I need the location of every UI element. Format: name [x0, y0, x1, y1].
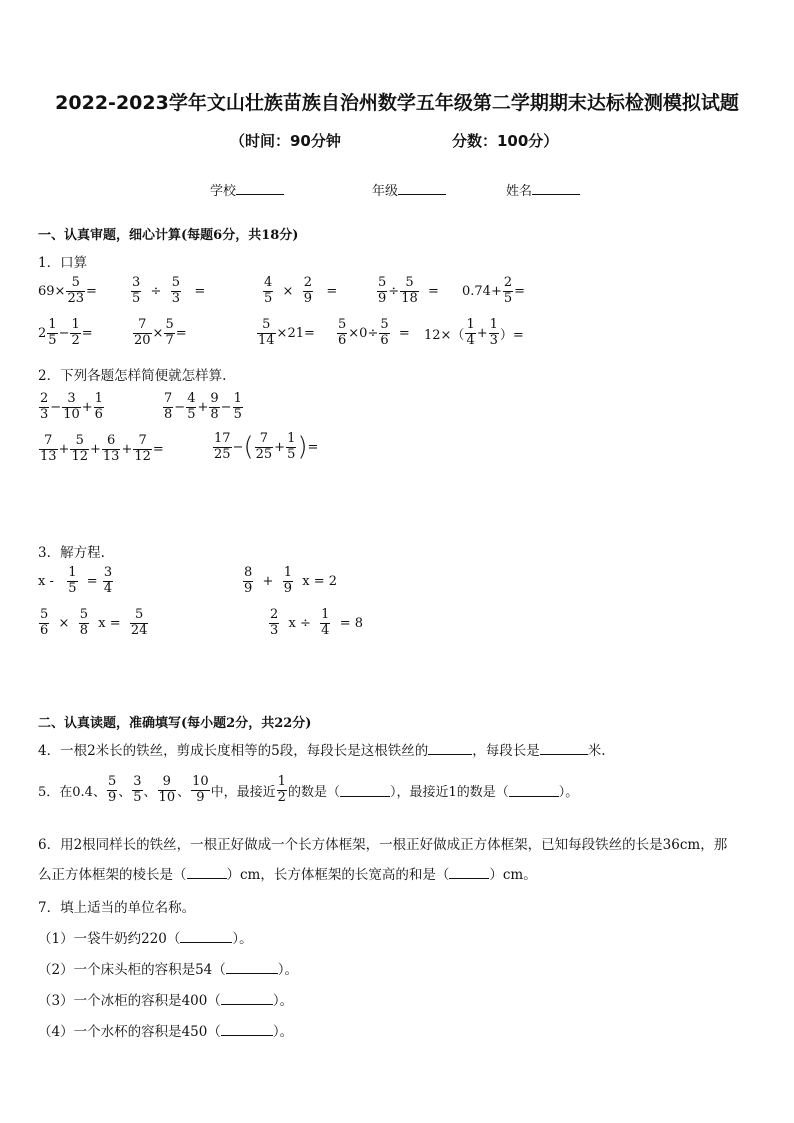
- calc-item: 0.74+ $\frac{2}{5}$ =: [462, 275, 526, 306]
- calc-item: 2 $\frac{1}{5}$ − $\frac{1}{2}$ =: [38, 317, 93, 348]
- school-field: 学校: [210, 180, 284, 199]
- score-info: 分数：100分）: [452, 132, 559, 150]
- question-7-4: （4）一个水杯的容积是450（ ）。: [38, 1024, 294, 1040]
- question-6-line-2: 么正方体框架的棱长是（ ）cm，长方体框架的长宽高的和是（ ）cm。: [38, 867, 537, 883]
- question-5: 5．在0.4、 $\frac{5}{9}$ 、 $\frac{3}{5}$ 、 $\frac{9}{10}$ 、 $\frac{10}{9}$ 中，最接近 $\frac{1}{2}$ 的数是（ ），最接近1的数是（ ）。: [38, 774, 579, 805]
- time-info: （时间：90分钟: [230, 132, 341, 150]
- name-field: 姓名: [506, 180, 580, 199]
- equation-item: $\frac{8}{9}$ + $\frac{1}{9}$ x = 2: [244, 565, 338, 596]
- question-3: 3．解方程.: [38, 545, 105, 561]
- calc-item: $\frac{3}{5}$ ÷ $\frac{5}{3}$ =: [132, 275, 206, 306]
- calc-item: 12×（ $\frac{1}{4}$ + $\frac{1}{3}$ ）=: [424, 317, 524, 348]
- section-2-heading: 二、认真读题，准确填写(每小题2分，共22分): [38, 716, 312, 731]
- question-7-2: （2）一个床头柜的容积是54（ ）。: [38, 962, 299, 978]
- question-7-1: （1）一袋牛奶约220（ ）。: [38, 931, 253, 947]
- calc-item: $\frac{5}{6}$ ×0÷ $\frac{5}{6}$ =: [338, 317, 410, 348]
- question-2: 2．下列各题怎样简便就怎样算.: [38, 368, 227, 384]
- calc-item: $\frac{5}{14}$ ×21=: [258, 317, 315, 348]
- grade-field: 年级: [372, 180, 446, 199]
- question-6-line-1: 6．用2根同样长的铁丝，一根正好做成一个长方体框架，一根正好做成正方体框架，已知每段铁丝的长是36cm，那: [38, 837, 728, 853]
- equation-item: $\frac{5}{6}$ × $\frac{5}{8}$ x = $\frac{5}{24}$: [40, 607, 148, 638]
- simplify-item: $\frac{7}{8}$ − $\frac{4}{5}$ + $\frac{9}{8}$ − $\frac{1}{5}$: [164, 391, 242, 422]
- section-1-heading: 一、认真审题，细心计算(每题6分，共18分): [38, 228, 299, 243]
- equation-item: x - $\frac{1}{5}$ = $\frac{3}{4}$: [38, 565, 113, 596]
- calc-row-1: 69× $\frac{5}{23}$ =: [38, 275, 97, 306]
- equation-item: $\frac{2}{3}$ x ÷ $\frac{1}{4}$ = 8: [270, 607, 364, 638]
- simplify-item: $\frac{2}{3}$ − $\frac{3}{10}$ + $\frac{1}{6}$: [40, 391, 103, 422]
- calc-item: $\frac{4}{5}$ × $\frac{2}{9}$ =: [264, 275, 338, 306]
- question-4: 4．一根2米长的铁丝，剪成长度相等的5段，每段长是这根铁丝的 ，每段长是 米.: [38, 743, 606, 759]
- question-7: 7．填上适当的单位名称。: [38, 900, 196, 916]
- calc-item: $\frac{7}{20}$ × $\frac{5}{7}$ =: [134, 317, 187, 348]
- simplify-item: $\frac{17}{25}$ − ( $\frac{7}{25}$ + $\frac{1}{5}$ ) =: [214, 431, 319, 463]
- simplify-item: $\frac{7}{13}$ + $\frac{5}{12}$ + $\frac{6}{13}$ + $\frac{7}{12}$ =: [40, 433, 164, 464]
- question-7-3: （3）一个冰柜的容积是400（ ）。: [38, 993, 294, 1009]
- question-1: 1．口算: [38, 255, 88, 271]
- calc-item: $\frac{5}{9}$ ÷ $\frac{5}{18}$ =: [378, 275, 439, 306]
- page-title: 2022-2023学年文山壮族苗族自治州数学五年级第二学期期末达标检测模拟试题: [55, 92, 739, 114]
